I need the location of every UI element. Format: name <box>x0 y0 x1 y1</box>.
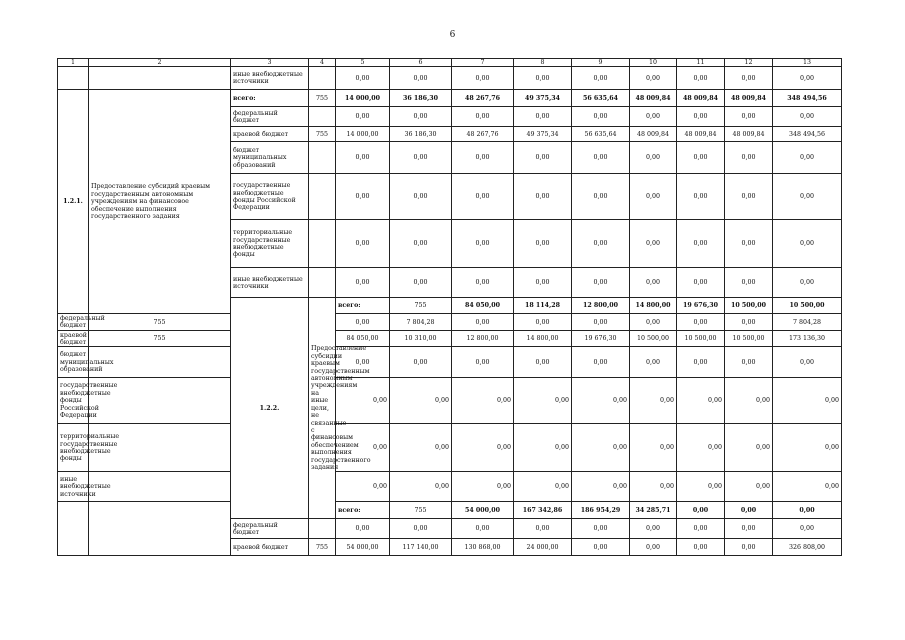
amount-cell: 0,00 <box>725 424 773 472</box>
amount-cell: 0,00 <box>336 174 390 220</box>
amount-cell: 0,00 <box>677 539 725 556</box>
amount-cell: 0,00 <box>773 519 842 539</box>
amount-cell: 0,00 <box>514 107 572 127</box>
amount-cell: 49 375,34 <box>514 127 572 142</box>
amount-cell: 0,00 <box>514 268 572 298</box>
amount-cell: 0,00 <box>390 268 452 298</box>
budget-code <box>309 519 336 539</box>
table-row <box>58 472 842 502</box>
table-row <box>58 90 842 107</box>
amount-cell: 173 136,30 <box>773 331 842 347</box>
amount-cell: 0,00 <box>677 107 725 127</box>
amount-cell: 0,00 <box>677 142 725 174</box>
amount-cell: 0,00 <box>452 67 514 90</box>
amount-cell: 14 000,00 <box>336 127 390 142</box>
amount-cell: 0,00 <box>390 378 452 424</box>
amount-cell: 10 500,00 <box>725 298 773 314</box>
amount-cell: 14 800,00 <box>514 331 572 347</box>
amount-cell: 0,00 <box>572 314 630 331</box>
amount-cell: 0,00 <box>390 472 452 502</box>
amount-cell: 0,00 <box>336 268 390 298</box>
amount-cell: 7 804,28 <box>390 314 452 331</box>
amount-cell: 117 140,00 <box>390 539 452 556</box>
funding-source: государственные внебюджетные фонды Российской Федерации <box>231 174 309 220</box>
table-row <box>58 331 842 347</box>
amount-cell: 49 375,34 <box>514 90 572 107</box>
funding-source: краевой бюджет <box>58 331 89 347</box>
budget-code: 755 <box>89 314 231 331</box>
column-number-row <box>58 59 842 67</box>
table-row <box>58 424 842 472</box>
amount-cell: 0,00 <box>514 424 572 472</box>
amount-cell: 0,00 <box>725 378 773 424</box>
amount-cell: 0,00 <box>390 107 452 127</box>
amount-cell: 0,00 <box>452 174 514 220</box>
item-number <box>58 502 89 556</box>
amount-cell: 0,00 <box>725 142 773 174</box>
amount-cell: 186 954,29 <box>572 502 630 519</box>
amount-cell: 84 050,00 <box>336 331 390 347</box>
amount-cell: 0,00 <box>336 220 390 268</box>
amount-cell: 0,00 <box>630 539 677 556</box>
amount-cell: 0,00 <box>725 472 773 502</box>
column-number-4: 4 <box>309 59 336 67</box>
amount-cell: 0,00 <box>514 220 572 268</box>
amount-cell: 0,00 <box>452 424 514 472</box>
amount-cell: 7 804,28 <box>773 314 842 331</box>
budget-code <box>309 142 336 174</box>
column-number-6: 6 <box>390 59 452 67</box>
amount-cell: 0,00 <box>773 67 842 90</box>
column-number-5: 5 <box>336 59 390 67</box>
amount-cell: 0,00 <box>336 424 390 472</box>
table-row <box>58 378 842 424</box>
amount-cell: 0,00 <box>336 67 390 90</box>
funding-source: федеральный бюджет <box>231 107 309 127</box>
column-number-12: 12 <box>725 59 773 67</box>
amount-cell: 48 009,84 <box>677 90 725 107</box>
amount-cell: 0,00 <box>452 142 514 174</box>
amount-cell: 0,00 <box>725 107 773 127</box>
amount-cell: 0,00 <box>630 220 677 268</box>
amount-cell: 0,00 <box>725 220 773 268</box>
amount-cell: 14 000,00 <box>336 90 390 107</box>
amount-cell: 0,00 <box>390 519 452 539</box>
amount-cell: 48 009,84 <box>725 127 773 142</box>
funding-source: территориальные государственные внебюджетные фонды <box>58 424 89 472</box>
amount-cell: 0,00 <box>773 220 842 268</box>
funding-source: иные внебюджетные источники <box>231 268 309 298</box>
amount-cell: 0,00 <box>572 347 630 378</box>
amount-cell: 0,00 <box>390 67 452 90</box>
funding-source: бюджет муниципальных образований <box>231 142 309 174</box>
item-description <box>89 502 231 556</box>
amount-cell: 56 635,64 <box>572 127 630 142</box>
amount-cell: 0,00 <box>336 347 390 378</box>
amount-cell: 0,00 <box>630 107 677 127</box>
amount-cell: 348 494,56 <box>773 90 842 107</box>
column-number-10: 10 <box>630 59 677 67</box>
table-row <box>58 314 842 331</box>
amount-cell: 0,00 <box>773 424 842 472</box>
amount-cell: 0,00 <box>572 424 630 472</box>
item-number: 1.2.2. <box>231 298 309 519</box>
amount-cell: 0,00 <box>572 67 630 90</box>
amount-cell: 0,00 <box>725 539 773 556</box>
column-number-7: 7 <box>452 59 514 67</box>
amount-cell: 130 868,00 <box>452 539 514 556</box>
amount-cell: 24 000,00 <box>514 539 572 556</box>
item-description: Предоставление субсидии краевым государственным автономным учреждениям на иные цели, не связанные с финансовым обеспечением выполнения государственного задания <box>309 298 336 519</box>
item-description <box>89 67 231 90</box>
item-number: 1.2.1. <box>58 90 89 314</box>
amount-cell: 0,00 <box>773 268 842 298</box>
amount-cell: 48 009,84 <box>725 90 773 107</box>
amount-cell: 0,00 <box>572 378 630 424</box>
amount-cell: 326 808,00 <box>773 539 842 556</box>
amount-cell: 0,00 <box>677 347 725 378</box>
amount-cell: 0,00 <box>572 174 630 220</box>
amount-cell: 0,00 <box>390 424 452 472</box>
amount-cell: 84 050,00 <box>452 298 514 314</box>
budget-table <box>57 58 842 556</box>
amount-cell: 36 186,30 <box>390 90 452 107</box>
amount-cell: 10 500,00 <box>630 331 677 347</box>
budget-code: 755 <box>390 502 452 519</box>
amount-cell: 14 800,00 <box>630 298 677 314</box>
amount-cell: 10 310,00 <box>390 331 452 347</box>
amount-cell: 0,00 <box>452 472 514 502</box>
amount-cell: 0,00 <box>514 378 572 424</box>
amount-cell: 0,00 <box>452 268 514 298</box>
budget-code <box>309 268 336 298</box>
amount-cell: 0,00 <box>514 174 572 220</box>
amount-cell: 0,00 <box>336 107 390 127</box>
amount-cell: 0,00 <box>452 519 514 539</box>
amount-cell: 0,00 <box>336 378 390 424</box>
column-number-13: 13 <box>773 59 842 67</box>
column-number-3: 3 <box>231 59 309 67</box>
amount-cell: 0,00 <box>514 67 572 90</box>
amount-cell: 0,00 <box>514 519 572 539</box>
amount-cell: 0,00 <box>572 519 630 539</box>
amount-cell: 48 267,76 <box>452 127 514 142</box>
amount-cell: 0,00 <box>390 347 452 378</box>
item-description: Предоставление субсидий краевым государственным автономным учреждениям на финансовое обеспечение выполнения государственного задания <box>89 90 231 314</box>
page-number: 6 <box>449 30 456 40</box>
funding-source: всего: <box>336 298 390 314</box>
amount-cell: 0,00 <box>452 314 514 331</box>
amount-cell: 0,00 <box>390 174 452 220</box>
funding-source: краевой бюджет <box>231 127 309 142</box>
amount-cell: 167 342,86 <box>514 502 572 519</box>
amount-cell: 56 635,64 <box>572 90 630 107</box>
amount-cell: 0,00 <box>572 107 630 127</box>
budget-code: 755 <box>309 90 336 107</box>
amount-cell: 0,00 <box>514 472 572 502</box>
funding-source: всего: <box>336 502 390 519</box>
amount-cell: 0,00 <box>773 502 842 519</box>
amount-cell: 0,00 <box>773 378 842 424</box>
amount-cell: 0,00 <box>725 502 773 519</box>
amount-cell: 0,00 <box>572 220 630 268</box>
funding-source: федеральный бюджет <box>58 314 89 331</box>
amount-cell: 10 500,00 <box>725 331 773 347</box>
funding-source: государственные внебюджетные фонды Российской Федерации <box>58 378 89 424</box>
amount-cell: 0,00 <box>677 424 725 472</box>
budget-code: 755 <box>309 539 336 556</box>
funding-source: федеральный бюджет <box>231 519 309 539</box>
funding-source: иные внебюджетные источники <box>231 67 309 90</box>
budget-code <box>309 67 336 90</box>
amount-cell: 48 009,84 <box>630 90 677 107</box>
amount-cell: 0,00 <box>336 472 390 502</box>
amount-cell: 0,00 <box>514 314 572 331</box>
amount-cell: 48 267,76 <box>452 90 514 107</box>
amount-cell: 0,00 <box>630 142 677 174</box>
amount-cell: 0,00 <box>630 174 677 220</box>
amount-cell: 12 800,00 <box>452 331 514 347</box>
funding-source: территориальные государственные внебюджетные фонды <box>231 220 309 268</box>
amount-cell: 0,00 <box>725 519 773 539</box>
column-number-9: 9 <box>572 59 630 67</box>
amount-cell: 0,00 <box>630 424 677 472</box>
amount-cell: 0,00 <box>773 472 842 502</box>
amount-cell: 0,00 <box>677 67 725 90</box>
budget-code: 755 <box>309 127 336 142</box>
amount-cell: 0,00 <box>677 174 725 220</box>
amount-cell: 0,00 <box>630 519 677 539</box>
amount-cell: 0,00 <box>572 142 630 174</box>
item-number <box>58 67 89 90</box>
amount-cell: 18 114,28 <box>514 298 572 314</box>
amount-cell: 0,00 <box>630 472 677 502</box>
column-number-11: 11 <box>677 59 725 67</box>
amount-cell: 0,00 <box>514 142 572 174</box>
amount-cell: 10 500,00 <box>677 331 725 347</box>
amount-cell: 10 500,00 <box>773 298 842 314</box>
amount-cell: 0,00 <box>773 347 842 378</box>
amount-cell: 0,00 <box>677 519 725 539</box>
amount-cell: 0,00 <box>572 539 630 556</box>
amount-cell: 34 285,71 <box>630 502 677 519</box>
amount-cell: 0,00 <box>630 67 677 90</box>
amount-cell: 0,00 <box>725 174 773 220</box>
amount-cell: 0,00 <box>572 268 630 298</box>
amount-cell: 36 186,30 <box>390 127 452 142</box>
amount-cell: 0,00 <box>452 107 514 127</box>
amount-cell: 0,00 <box>336 314 390 331</box>
amount-cell: 0,00 <box>452 378 514 424</box>
amount-cell: 0,00 <box>677 378 725 424</box>
amount-cell: 12 800,00 <box>572 298 630 314</box>
amount-cell: 0,00 <box>336 519 390 539</box>
amount-cell: 0,00 <box>725 347 773 378</box>
amount-cell: 54 000,00 <box>452 502 514 519</box>
table-row <box>58 502 842 519</box>
funding-source: всего: <box>231 90 309 107</box>
column-number-8: 8 <box>514 59 572 67</box>
column-number-1: 1 <box>58 59 89 67</box>
amount-cell: 0,00 <box>773 174 842 220</box>
funding-source: иные внебюджетные источники <box>58 472 89 502</box>
amount-cell: 0,00 <box>630 314 677 331</box>
amount-cell: 0,00 <box>725 268 773 298</box>
budget-code: 755 <box>390 298 452 314</box>
amount-cell: 0,00 <box>725 314 773 331</box>
amount-cell: 0,00 <box>630 378 677 424</box>
amount-cell: 0,00 <box>390 220 452 268</box>
amount-cell: 0,00 <box>773 107 842 127</box>
amount-cell: 19 676,30 <box>572 331 630 347</box>
amount-cell: 0,00 <box>773 142 842 174</box>
amount-cell: 48 009,84 <box>677 127 725 142</box>
amount-cell: 0,00 <box>725 67 773 90</box>
funding-source: краевой бюджет <box>231 539 309 556</box>
column-number-2: 2 <box>89 59 231 67</box>
budget-code <box>309 107 336 127</box>
table-row <box>58 67 842 90</box>
amount-cell: 0,00 <box>630 268 677 298</box>
table-row <box>58 347 842 378</box>
amount-cell: 54 000,00 <box>336 539 390 556</box>
amount-cell: 0,00 <box>572 472 630 502</box>
amount-cell: 0,00 <box>677 502 725 519</box>
amount-cell: 48 009,84 <box>630 127 677 142</box>
amount-cell: 348 494,56 <box>773 127 842 142</box>
budget-code <box>309 174 336 220</box>
amount-cell: 0,00 <box>630 347 677 378</box>
amount-cell: 0,00 <box>677 472 725 502</box>
funding-source: бюджет муниципальных образований <box>58 347 89 378</box>
amount-cell: 0,00 <box>452 220 514 268</box>
amount-cell: 0,00 <box>514 347 572 378</box>
amount-cell: 0,00 <box>390 142 452 174</box>
amount-cell: 0,00 <box>336 142 390 174</box>
amount-cell: 0,00 <box>677 314 725 331</box>
amount-cell: 0,00 <box>452 347 514 378</box>
amount-cell: 19 676,30 <box>677 298 725 314</box>
budget-code <box>309 220 336 268</box>
budget-code: 755 <box>89 331 231 347</box>
amount-cell: 0,00 <box>677 220 725 268</box>
amount-cell: 0,00 <box>677 268 725 298</box>
